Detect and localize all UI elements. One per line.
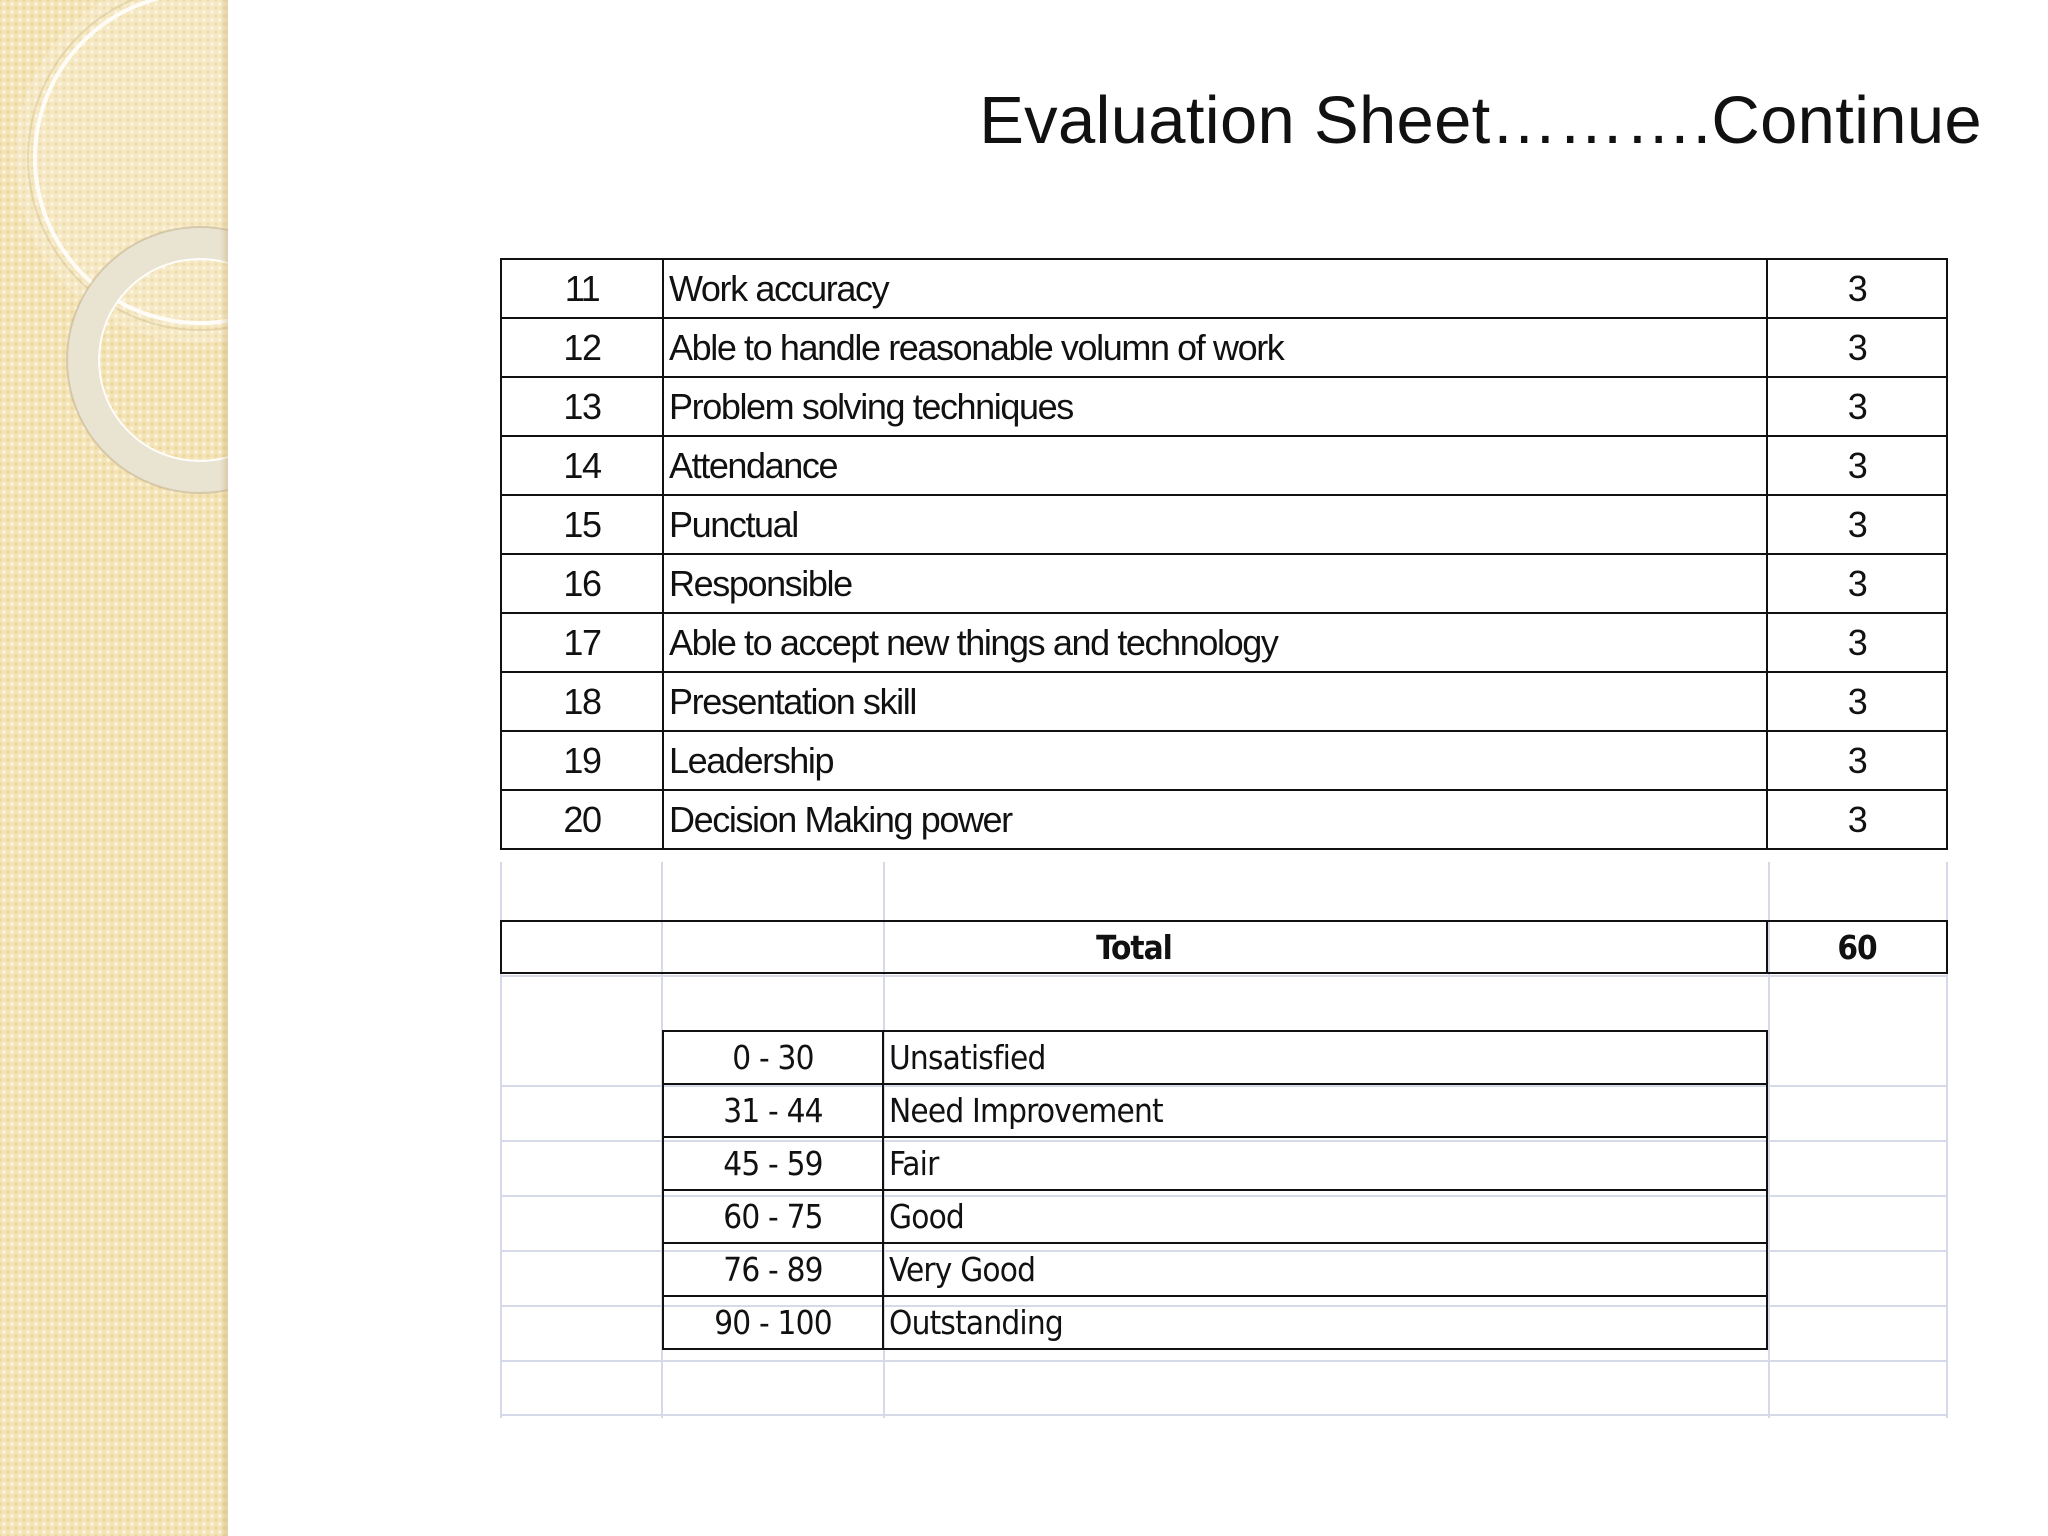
rating-range: 0 - 30 <box>663 1031 883 1084</box>
criterion-name: Able to accept new things and technology <box>663 613 1767 672</box>
table-row <box>501 377 1947 436</box>
rating-scale-table <box>662 1030 1768 1350</box>
decorative-side-strip <box>0 0 228 1536</box>
criterion-score: 3 <box>1767 436 1947 495</box>
criterion-score: 3 <box>1767 259 1947 318</box>
table-row <box>501 495 1947 554</box>
criterion-score: 3 <box>1767 554 1947 613</box>
table-row <box>663 1031 1767 1084</box>
criterion-name: Work accuracy <box>663 259 1767 318</box>
rating-range: 76 - 89 <box>663 1243 883 1296</box>
table-row <box>663 1243 1767 1296</box>
criterion-name: Decision Making power <box>663 790 1767 849</box>
criterion-score: 3 <box>1767 672 1947 731</box>
criterion-score: 3 <box>1767 613 1947 672</box>
rating-range: 60 - 75 <box>663 1190 883 1243</box>
rating-label: Outstanding <box>883 1296 1767 1349</box>
rating-label: Very Good <box>883 1243 1767 1296</box>
criterion-name: Responsible <box>663 554 1767 613</box>
evaluation-sheet <box>500 258 1948 1418</box>
rating-label: Good <box>883 1190 1767 1243</box>
table-row <box>501 731 1947 790</box>
table-row <box>501 554 1947 613</box>
table-row <box>663 1296 1767 1349</box>
rating-range: 31 - 44 <box>663 1084 883 1137</box>
table-row <box>663 1190 1767 1243</box>
table-row <box>501 921 1947 973</box>
table-row <box>501 613 1947 672</box>
decorative-rings <box>0 0 228 520</box>
table-row <box>501 259 1947 318</box>
table-row <box>501 436 1947 495</box>
table-row <box>663 1137 1767 1190</box>
criterion-number: 18 <box>501 672 663 731</box>
criterion-number: 13 <box>501 377 663 436</box>
criterion-number: 11 <box>501 259 663 318</box>
criterion-name: Punctual <box>663 495 1767 554</box>
table-row <box>501 790 1947 849</box>
table-row <box>501 318 1947 377</box>
rating-label: Unsatisfied <box>883 1031 1767 1084</box>
criterion-number: 17 <box>501 613 663 672</box>
rating-label: Need Improvement <box>883 1084 1767 1137</box>
criterion-score: 3 <box>1767 318 1947 377</box>
criterion-name: Attendance <box>663 436 1767 495</box>
criterion-name: Presentation skill <box>663 672 1767 731</box>
criterion-number: 16 <box>501 554 663 613</box>
rating-label: Fair <box>883 1137 1767 1190</box>
criterion-number: 14 <box>501 436 663 495</box>
criterion-score: 3 <box>1767 790 1947 849</box>
criterion-name: Leadership <box>663 731 1767 790</box>
criterion-number: 12 <box>501 318 663 377</box>
strip-edge-shade <box>220 0 228 1536</box>
grid-row <box>500 975 1948 977</box>
criterion-score: 3 <box>1767 377 1947 436</box>
grid-row <box>500 1360 1948 1362</box>
criterion-number: 19 <box>501 731 663 790</box>
criterion-name: Able to handle reasonable volumn of work <box>663 318 1767 377</box>
table-row <box>501 672 1947 731</box>
total-label: Total <box>501 921 1767 973</box>
criterion-number: 15 <box>501 495 663 554</box>
criterion-score: 3 <box>1767 495 1947 554</box>
criteria-table <box>500 258 1948 850</box>
criterion-number: 20 <box>501 790 663 849</box>
total-value: 60 <box>1767 921 1947 973</box>
rating-range: 45 - 59 <box>663 1137 883 1190</box>
criterion-score: 3 <box>1767 731 1947 790</box>
total-row <box>500 920 1948 974</box>
grid-row <box>500 1414 1948 1416</box>
rating-range: 90 - 100 <box>663 1296 883 1349</box>
criterion-name: Problem solving techniques <box>663 377 1767 436</box>
table-row <box>663 1084 1767 1137</box>
slide-title: Evaluation Sheet……….Continue <box>979 83 1982 158</box>
